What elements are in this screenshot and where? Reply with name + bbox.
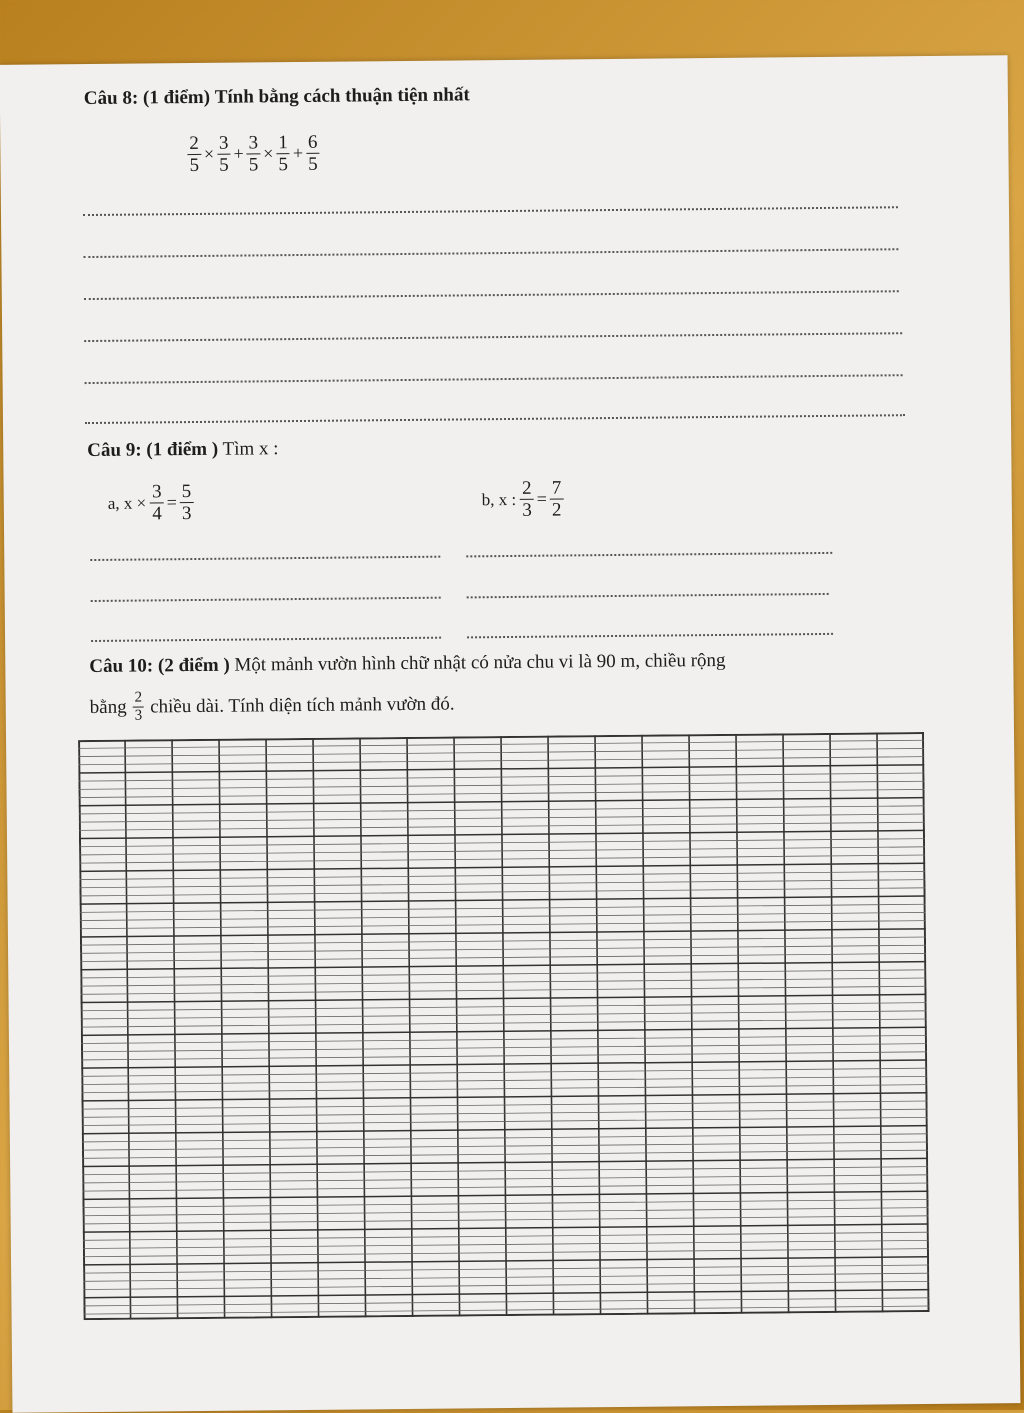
question-10-text: Một mảnh vườn hình chữ nhật có nửa chu vi là 90 m, chiều rộng bbox=[234, 649, 726, 676]
equation-prefix: a, x × bbox=[107, 492, 147, 513]
answer-line-a[interactable] bbox=[91, 637, 441, 642]
fraction: $\frac{3}{4}$ bbox=[151, 481, 162, 525]
exam-paper bbox=[0, 55, 1020, 1413]
question-9a-expression bbox=[108, 481, 195, 525]
grid-column-line bbox=[783, 733, 789, 1313]
answer-line[interactable] bbox=[83, 248, 898, 258]
answer-line-b[interactable] bbox=[466, 552, 832, 558]
fraction: $\frac{5}{3}$ bbox=[181, 481, 192, 525]
answer-grid[interactable] bbox=[78, 732, 930, 1320]
grid-column-line bbox=[360, 737, 366, 1317]
operator: × bbox=[203, 143, 215, 164]
fraction: $\frac{3}{5}$ bbox=[218, 132, 229, 176]
grid-column-line bbox=[172, 739, 178, 1319]
grid-column-line bbox=[454, 737, 460, 1317]
question-8-points: (1 điểm) bbox=[142, 86, 211, 109]
answer-line-b[interactable] bbox=[467, 633, 833, 639]
question-8-expression bbox=[186, 132, 321, 176]
equation-prefix: b, x : bbox=[481, 489, 517, 509]
grid-lines bbox=[78, 732, 930, 1320]
grid-column-line bbox=[313, 738, 319, 1318]
question-8-heading bbox=[84, 84, 470, 110]
question-10-line-2 bbox=[90, 687, 455, 726]
answer-line[interactable] bbox=[83, 206, 898, 216]
answer-line[interactable] bbox=[84, 290, 899, 300]
operator: + bbox=[233, 143, 244, 164]
question-9-text: Tìm x : bbox=[222, 438, 279, 460]
question-10-text-before: bằng bbox=[89, 696, 127, 718]
operator: × bbox=[263, 143, 274, 164]
question-10-points: (2 điểm ) bbox=[157, 654, 230, 677]
question-10-heading bbox=[89, 650, 725, 678]
equals-sign: = bbox=[166, 492, 177, 513]
fraction: $\frac{7}{2}$ bbox=[551, 477, 562, 521]
answer-line[interactable] bbox=[85, 374, 903, 384]
question-9b-expression bbox=[482, 477, 565, 521]
answer-line-a[interactable] bbox=[91, 597, 441, 602]
answer-line-a[interactable] bbox=[90, 556, 440, 561]
grid-column-line bbox=[501, 736, 507, 1316]
grid-column-line bbox=[548, 736, 554, 1316]
grid-column-line bbox=[689, 734, 695, 1314]
fraction: $\frac{2}{3}$ bbox=[522, 477, 532, 521]
grid-column-line bbox=[642, 735, 648, 1315]
grid-column-line bbox=[407, 737, 413, 1317]
grid-column-line bbox=[219, 739, 225, 1319]
equals-sign: = bbox=[536, 488, 547, 509]
answer-line[interactable] bbox=[85, 414, 905, 424]
fraction: $\frac{2}{3}$ bbox=[134, 689, 143, 724]
question-8-label: Câu 8: bbox=[83, 87, 139, 110]
grid-column-line bbox=[595, 735, 601, 1315]
operator: + bbox=[292, 142, 304, 164]
answer-line-b[interactable] bbox=[467, 593, 829, 598]
grid-column-line bbox=[830, 733, 836, 1313]
grid-column-line bbox=[266, 738, 272, 1318]
fraction: $\frac{1}{5}$ bbox=[278, 132, 289, 176]
question-8-text: Tính bằng cách thuận tiện nhất bbox=[214, 84, 470, 108]
question-9-points: (1 điểm ) bbox=[146, 438, 219, 461]
grid-column-line bbox=[736, 734, 742, 1314]
question-10-text-after: chiều dài. Tính diện tích mảnh vườn đó. bbox=[150, 693, 455, 717]
question-9-heading bbox=[87, 438, 278, 462]
question-10-label: Câu 10: bbox=[89, 655, 154, 678]
fraction: $\frac{3}{5}$ bbox=[248, 132, 259, 176]
answer-line[interactable] bbox=[84, 332, 902, 342]
grid-column-line bbox=[877, 732, 883, 1312]
question-9-label: Câu 9: bbox=[87, 439, 142, 462]
grid-column-line bbox=[125, 740, 131, 1320]
fraction: $\frac{6}{5}$ bbox=[307, 131, 318, 175]
fraction: $\frac{2}{5}$ bbox=[189, 132, 200, 177]
